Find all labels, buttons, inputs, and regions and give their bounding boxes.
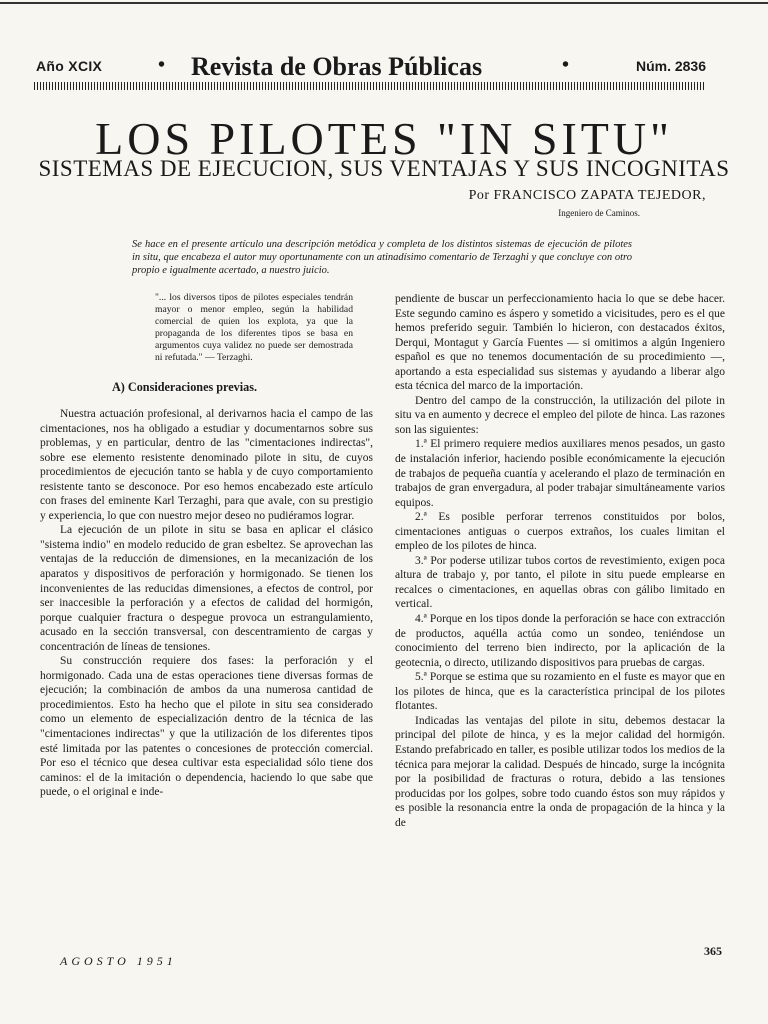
article-title: LOS PILOTES "IN SITU" [95,113,673,164]
issue-number: Núm. 2836 [635,58,706,74]
masthead-rule [34,82,706,90]
section-heading: A) Consideraciones previas. [112,380,258,394]
list-item: 5.ª Porque se estima que su rozamiento en el fuste es mayor que en los pilotes de hinca, que es la característica principal de los pilotes flotantes. [395,671,725,713]
body-paragraph: pendiente de buscar un perfeccionamiento hacia lo que se debe hacer. Este segundo camino es áspero y sometido a vicisitudes, pero es el que hemos preferido seguir. También lo hicieron, con destacados éxitos, Derqui, Montagut y García Fuentes — si omitimos a algún Ingeniero español es que no tenemos documentación de su procedimiento —, aportando a esta especialidad sus sistemas y ayudando a liberar algo esta técnica del marco de la importación. [395,293,725,393]
body-paragraph: Indicadas las ventajas del pilote in situ, debemos destacar la principal del pilote de hinca, y es la mejor calidad del hormigón. Estando prefabricado en taller, es posible utilizar todos los medios de la técnica para mejorar la calidad. Después de hincado, surge la incógnita por la posibilidad de fracturas o rotura, debido a las tensiones producidas por los golpes, sobre todo cuando éstos son muy rápidos y es posible la resonancia entre la onda de propagación de la hinca y la de [395,714,725,829]
list-item: 3.ª Por poderse utilizar tubos cortos de revestimiento, exigen poca altura de trabajo y, por tanto, el pilote in situ puede emplearse en recalces o cimentaciones, en aquellas obras con gálibo limitado en vertical. [395,554,725,611]
separator-dot: • [158,54,166,76]
separator-dot: • [562,54,570,76]
list-item: 4.ª Porque en los tipos donde la perforación se hace con extracción de productos, aquélla actúa como un sondeo, teniéndose un conocimiento del terreno bien indirecto, por la aplicación de la geotecnia, o directo, utilizando dispositivos para pruebas de cargas. [395,613,725,669]
top-rule [0,2,768,4]
body-paragraph: Nuestra actuación profesional, al derivarnos hacia el campo de las cimentaciones, nos ha obligado a estudiar y documentarnos sobre sus problemas, y en particular, dentro de las "cimentaciones indirectas", sobre ese elemento resistente denominado pilote in situ, de cuyos procedimientos de ejecución tanto se habla y de cuyo comportamiento resistente tanto se desconoce. Por eso hemos encabezado este artículo con frases del eminente Karl Terzaghi, para que avale, con su prestigio y experiencia, lo que con nuestro mejor deseo no pudiéramos lograr. [40,408,373,522]
journal-name: Revista de Obras Públicas [191,52,483,81]
page-number: 365 [704,944,722,958]
right-column [395,292,725,830]
author-byline: Por FRANCISCO ZAPATA TEJEDOR, [468,188,706,203]
issue-date: AGOSTO 1951 [60,954,177,968]
article-subtitle: SISTEMAS DE EJECUCION, SUS VENTAJAS Y SUS INCOGNITAS [38,156,730,181]
list-item: 1.ª El primero requiere medios auxiliares menos pesados, un gasto de instalación inferior, haciendo posible económicamente la ejecución de trabajos de pequeña cuantía y acelerando el plazo de terminación en trabajos de gran envergadura, al poder trabajar simultáneamente varios equipos. [395,438,725,509]
masthead [36,52,706,81]
author-role: Ingeniero de Caminos. [558,208,640,218]
body-paragraph: La ejecución de un pilote in situ se basa en aplicar el clásico "sistema indio" en modelo reducido de gran esbeltez. Se aprovechan las ventajas de la reducción de dimensiones, en la mecanización de los aparatos y dispositivos de perforación y hormigonado. Se tienen los inconvenientes de las reducidas dimensiones, a efectos de control, por ser inaccesible la perforación y a efectos de calidad del hormigón, porque cualquier fractura o despegue provoca un estrangulamiento, acusado en la sección transversal, con descentramiento de cargas y concentración de líneas de tensiones. [40,524,373,653]
body-paragraph: Dentro del campo de la construcción, la utilización del pilote in situ va en aumento y decrece el empleo del pilote de hinca. Las razones son las siguientes: [395,394,725,436]
article-abstract: Se hace en el presente artículo una descripción metódica y completa de los distintos sistemas de ejecución de pilotes in situ, que encabeza el autor muy oportunamente con un atinadísimo comentario de Terzaghi y que concluye con otro propio e igualmente acertado, a nuestro juicio. [132,239,632,276]
left-column [40,292,373,800]
body-paragraph: Su construcción requiere dos fases: la perforación y el hormigonado. Cada una de estas operaciones tiene diversas formas de ejecución; la combinación de ambos da una numerosa cantidad de procedimientos. Esto ha hecho que el pilote in situ sea considerado como un elemento de especialización dentro de la técnica de las "cimentaciones indirectas" y que la utilización de los diferentes tipos esté limitada por las patentes o concesiones de protección comercial. Por eso el técnico que desea cultivar esta especialidad sólo tiene dos caminos: el de la imitación o dependencia, haciendo lo que sabe que puede, o el original e inde- [40,655,373,799]
epigraph-quote: "... los diversos tipos de pilotes especiales tendrán mayor o menor empleo, según la habilidad comercial de quien los explota, ya que la propaganda de los diferentes tipos se basa en argumentos cuya validez no puede ser demostrada ni refutada." — Terzaghi. [155,292,353,363]
list-item: 2.ª Es posible perforar terrenos constituidos por bolos, cimentaciones antiguas o cuerpos extraños, los cuales limitan el empleo de los pilotes de hinca. [395,511,725,553]
issue-year: Año XCIX [36,58,103,74]
